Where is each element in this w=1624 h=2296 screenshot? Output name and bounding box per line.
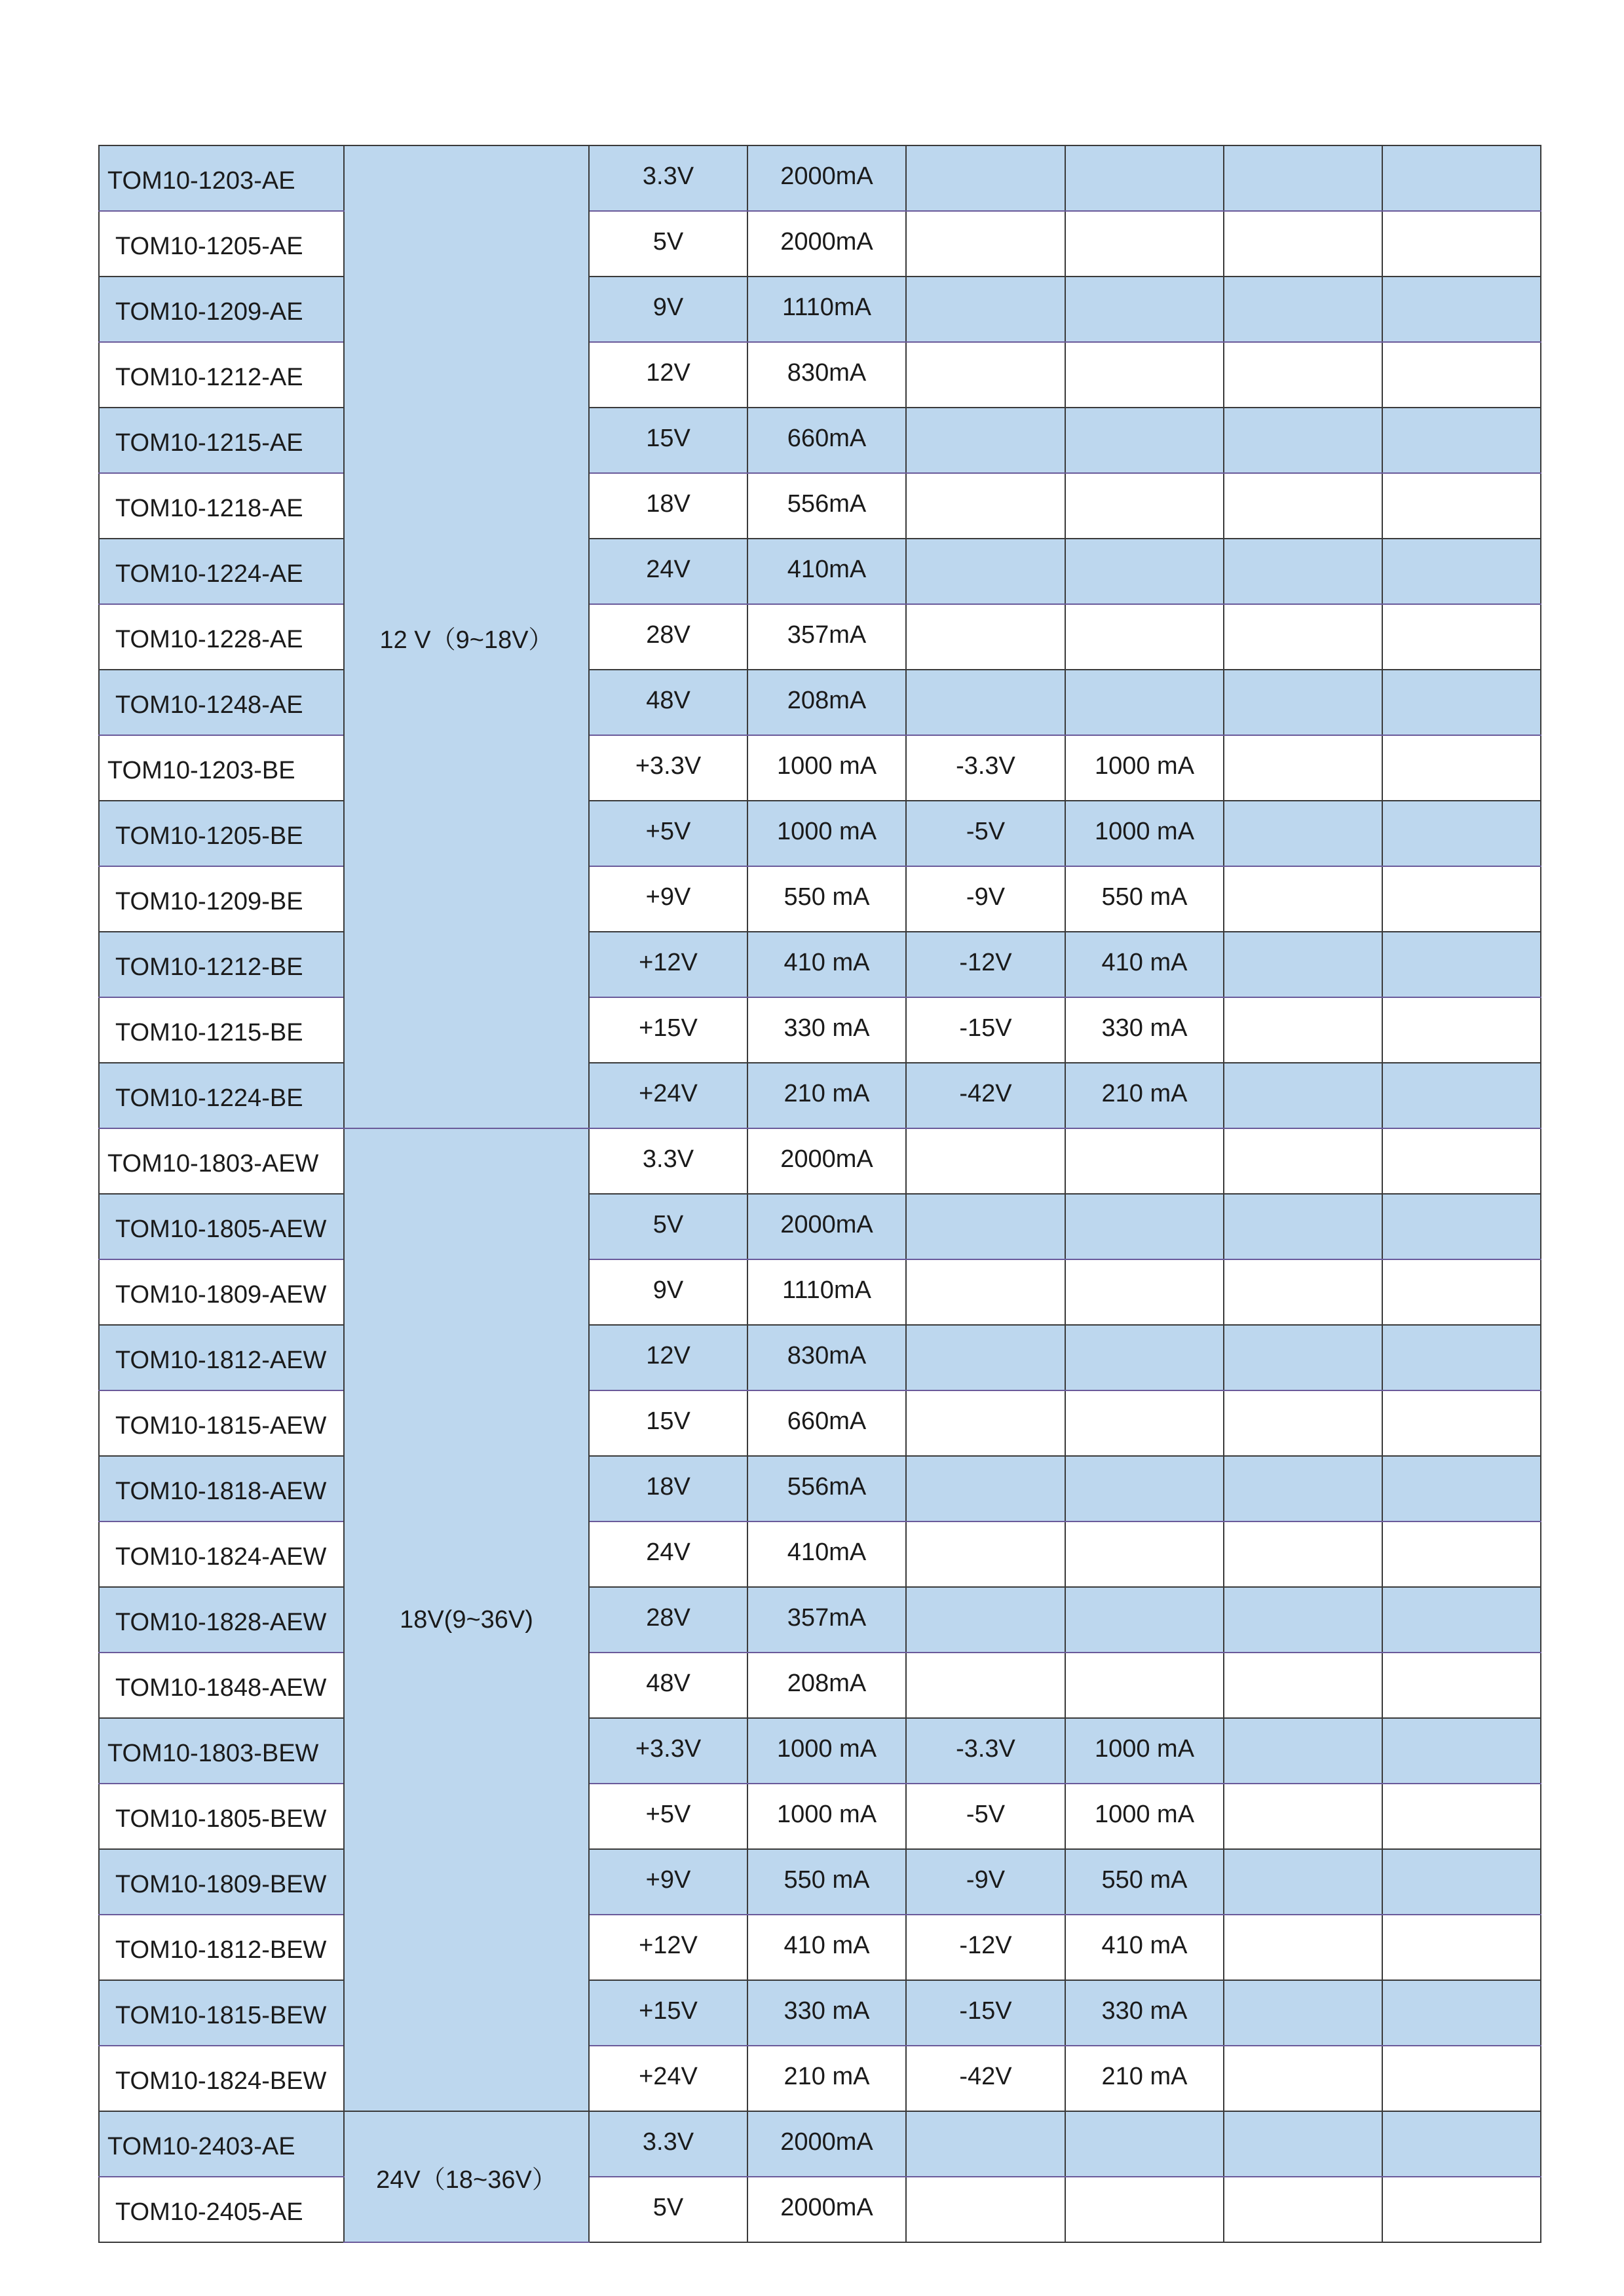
extra-column-8-cell	[1382, 1390, 1541, 1456]
model-cell: TOM10-1212-AE	[99, 342, 344, 408]
output-voltage-1-cell: 3.3V	[589, 145, 747, 211]
output-current-1-cell: 1000 mA	[747, 1784, 906, 1849]
extra-column-7-cell	[1224, 1521, 1382, 1587]
extra-column-8-cell	[1382, 1784, 1541, 1849]
model-cell: TOM10-1803-BEW	[99, 1718, 344, 1784]
extra-column-8-cell	[1382, 670, 1541, 735]
output-voltage-1-cell: 28V	[589, 604, 747, 670]
model-cell: TOM10-1215-BE	[99, 997, 344, 1063]
output-current-2-cell	[1065, 1587, 1224, 1653]
output-current-2-cell	[1065, 539, 1224, 604]
output-current-1-cell: 410mA	[747, 1521, 906, 1587]
output-current-2-cell: 410 mA	[1065, 1915, 1224, 1980]
output-voltage-1-cell: 12V	[589, 1325, 747, 1390]
extra-column-8-cell	[1382, 408, 1541, 473]
extra-column-7-cell	[1224, 1259, 1382, 1325]
extra-column-7-cell	[1224, 1456, 1382, 1521]
output-current-2-cell: 550 mA	[1065, 1849, 1224, 1915]
extra-column-7-cell	[1224, 866, 1382, 932]
output-current-2-cell: 410 mA	[1065, 932, 1224, 997]
model-cell: TOM10-1209-BE	[99, 866, 344, 932]
output-voltage-2-cell	[906, 473, 1065, 539]
output-voltage-1-cell: +3.3V	[589, 1718, 747, 1784]
output-current-1-cell: 2000mA	[747, 211, 906, 277]
output-voltage-2-cell	[906, 145, 1065, 211]
output-voltage-2-cell	[906, 539, 1065, 604]
output-current-2-cell	[1065, 277, 1224, 342]
extra-column-7-cell	[1224, 801, 1382, 866]
output-current-2-cell	[1065, 1456, 1224, 1521]
output-voltage-1-cell: 24V	[589, 1521, 747, 1587]
output-current-2-cell: 210 mA	[1065, 2046, 1224, 2111]
output-current-2-cell	[1065, 342, 1224, 408]
model-cell: TOM10-1815-BEW	[99, 1980, 344, 2046]
model-cell: TOM10-1824-AEW	[99, 1521, 344, 1587]
extra-column-8-cell	[1382, 277, 1541, 342]
model-cell: TOM10-1805-BEW	[99, 1784, 344, 1849]
output-voltage-2-cell: -5V	[906, 1784, 1065, 1849]
model-cell: TOM10-1218-AE	[99, 473, 344, 539]
output-voltage-1-cell: 3.3V	[589, 2111, 747, 2177]
extra-column-7-cell	[1224, 145, 1382, 211]
extra-column-7-cell	[1224, 211, 1382, 277]
output-voltage-1-cell: 9V	[589, 277, 747, 342]
model-cell: TOM10-1205-BE	[99, 801, 344, 866]
output-current-1-cell: 357mA	[747, 1587, 906, 1653]
table-row	[99, 1849, 1541, 1915]
output-current-1-cell: 2000mA	[747, 1194, 906, 1259]
extra-column-7-cell	[1224, 670, 1382, 735]
output-voltage-2-cell	[906, 277, 1065, 342]
output-voltage-1-cell: 3.3V	[589, 1128, 747, 1194]
table-row	[99, 735, 1541, 801]
extra-column-7-cell	[1224, 473, 1382, 539]
output-current-2-cell	[1065, 670, 1224, 735]
output-current-1-cell: 357mA	[747, 604, 906, 670]
output-current-1-cell: 410mA	[747, 539, 906, 604]
model-cell: TOM10-1228-AE	[99, 604, 344, 670]
output-current-2-cell: 210 mA	[1065, 1063, 1224, 1128]
output-current-2-cell	[1065, 408, 1224, 473]
model-cell: TOM10-1812-BEW	[99, 1915, 344, 1980]
output-current-1-cell: 550 mA	[747, 1849, 906, 1915]
output-current-2-cell: 1000 mA	[1065, 1718, 1224, 1784]
extra-column-8-cell	[1382, 1849, 1541, 1915]
extra-column-8-cell	[1382, 1587, 1541, 1653]
output-voltage-2-cell: -12V	[906, 1915, 1065, 1980]
table-row	[99, 1456, 1541, 1521]
output-current-2-cell	[1065, 2111, 1224, 2177]
output-current-1-cell: 410 mA	[747, 1915, 906, 1980]
model-cell: TOM10-1203-BE	[99, 735, 344, 801]
input-voltage-cell: 24V（18~36V）	[344, 2111, 589, 2242]
output-voltage-2-cell	[906, 1259, 1065, 1325]
extra-column-7-cell	[1224, 735, 1382, 801]
output-current-1-cell: 208mA	[747, 670, 906, 735]
table-body	[99, 145, 1541, 2242]
output-voltage-1-cell: +12V	[589, 1915, 747, 1980]
table-row	[99, 1915, 1541, 1980]
model-cell: TOM10-1803-AEW	[99, 1128, 344, 1194]
output-voltage-2-cell	[906, 1325, 1065, 1390]
extra-column-8-cell	[1382, 2046, 1541, 2111]
extra-column-7-cell	[1224, 1784, 1382, 1849]
model-cell: TOM10-1828-AEW	[99, 1587, 344, 1653]
output-current-1-cell: 1000 mA	[747, 735, 906, 801]
output-voltage-2-cell	[906, 1194, 1065, 1259]
model-cell: TOM10-1248-AE	[99, 670, 344, 735]
extra-column-8-cell	[1382, 145, 1541, 211]
extra-column-7-cell	[1224, 1325, 1382, 1390]
extra-column-7-cell	[1224, 539, 1382, 604]
output-voltage-1-cell: 12V	[589, 342, 747, 408]
output-voltage-2-cell: -3.3V	[906, 1718, 1065, 1784]
output-voltage-1-cell: +3.3V	[589, 735, 747, 801]
model-cell: TOM10-1203-AE	[99, 145, 344, 211]
output-current-1-cell: 2000mA	[747, 1128, 906, 1194]
model-cell: TOM10-1824-BEW	[99, 2046, 344, 2111]
output-voltage-1-cell: +15V	[589, 997, 747, 1063]
output-current-2-cell	[1065, 1653, 1224, 1718]
table-row	[99, 1980, 1541, 2046]
model-cell: TOM10-2403-AE	[99, 2111, 344, 2177]
output-voltage-1-cell: +24V	[589, 2046, 747, 2111]
extra-column-7-cell	[1224, 932, 1382, 997]
output-current-2-cell: 1000 mA	[1065, 801, 1224, 866]
output-current-2-cell	[1065, 1259, 1224, 1325]
extra-column-7-cell	[1224, 1915, 1382, 1980]
extra-column-7-cell	[1224, 1390, 1382, 1456]
model-cell: TOM10-1848-AEW	[99, 1653, 344, 1718]
output-voltage-2-cell	[906, 1456, 1065, 1521]
model-cell: TOM10-1818-AEW	[99, 1456, 344, 1521]
table-row	[99, 932, 1541, 997]
extra-column-8-cell	[1382, 342, 1541, 408]
model-cell: TOM10-1215-AE	[99, 408, 344, 473]
output-voltage-2-cell	[906, 670, 1065, 735]
output-voltage-2-cell: -9V	[906, 866, 1065, 932]
output-current-2-cell: 1000 mA	[1065, 1784, 1224, 1849]
extra-column-8-cell	[1382, 2111, 1541, 2177]
model-cell: TOM10-1815-AEW	[99, 1390, 344, 1456]
output-current-1-cell: 830mA	[747, 342, 906, 408]
output-current-1-cell: 1110mA	[747, 1259, 906, 1325]
output-current-2-cell	[1065, 1521, 1224, 1587]
output-current-2-cell	[1065, 211, 1224, 277]
extra-column-8-cell	[1382, 932, 1541, 997]
table-row	[99, 342, 1541, 408]
output-current-2-cell	[1065, 473, 1224, 539]
extra-column-7-cell	[1224, 1587, 1382, 1653]
output-current-1-cell: 330 mA	[747, 997, 906, 1063]
output-current-1-cell: 556mA	[747, 1456, 906, 1521]
output-voltage-1-cell: +24V	[589, 1063, 747, 1128]
extra-column-8-cell	[1382, 604, 1541, 670]
model-cell: TOM10-1224-BE	[99, 1063, 344, 1128]
extra-column-8-cell	[1382, 997, 1541, 1063]
output-voltage-1-cell: 48V	[589, 670, 747, 735]
output-current-1-cell: 556mA	[747, 473, 906, 539]
extra-column-7-cell	[1224, 1849, 1382, 1915]
extra-column-8-cell	[1382, 1456, 1541, 1521]
extra-column-8-cell	[1382, 1980, 1541, 2046]
table-row	[99, 1718, 1541, 1784]
extra-column-8-cell	[1382, 866, 1541, 932]
output-current-2-cell	[1065, 2177, 1224, 2242]
output-voltage-2-cell	[906, 2177, 1065, 2242]
output-voltage-1-cell: +5V	[589, 801, 747, 866]
extra-column-8-cell	[1382, 1194, 1541, 1259]
table-row	[99, 670, 1541, 735]
model-cell: TOM10-1809-BEW	[99, 1849, 344, 1915]
output-voltage-2-cell: -5V	[906, 801, 1065, 866]
extra-column-8-cell	[1382, 211, 1541, 277]
output-voltage-2-cell	[906, 342, 1065, 408]
output-voltage-1-cell: 5V	[589, 2177, 747, 2242]
model-cell: TOM10-1209-AE	[99, 277, 344, 342]
extra-column-7-cell	[1224, 2046, 1382, 2111]
output-current-1-cell: 830mA	[747, 1325, 906, 1390]
output-current-2-cell	[1065, 1325, 1224, 1390]
table-row	[99, 1325, 1541, 1390]
output-voltage-2-cell	[906, 1653, 1065, 1718]
extra-column-8-cell	[1382, 1128, 1541, 1194]
extra-column-7-cell	[1224, 2177, 1382, 2242]
extra-column-8-cell	[1382, 1521, 1541, 1587]
table-row	[99, 1390, 1541, 1456]
output-current-1-cell: 2000mA	[747, 2177, 906, 2242]
table-row	[99, 145, 1541, 211]
table-row	[99, 539, 1541, 604]
table-row	[99, 2177, 1541, 2242]
output-voltage-1-cell: 5V	[589, 211, 747, 277]
output-current-2-cell: 1000 mA	[1065, 735, 1224, 801]
output-current-2-cell	[1065, 1128, 1224, 1194]
output-voltage-1-cell: +12V	[589, 932, 747, 997]
extra-column-7-cell	[1224, 277, 1382, 342]
model-cell: TOM10-1212-BE	[99, 932, 344, 997]
extra-column-8-cell	[1382, 473, 1541, 539]
extra-column-8-cell	[1382, 1718, 1541, 1784]
output-current-1-cell: 330 mA	[747, 1980, 906, 2046]
extra-column-7-cell	[1224, 1980, 1382, 2046]
output-current-1-cell: 1000 mA	[747, 1718, 906, 1784]
output-voltage-1-cell: 24V	[589, 539, 747, 604]
model-cell: TOM10-2405-AE	[99, 2177, 344, 2242]
extra-column-8-cell	[1382, 1063, 1541, 1128]
output-voltage-2-cell	[906, 1128, 1065, 1194]
table-row	[99, 277, 1541, 342]
extra-column-7-cell	[1224, 997, 1382, 1063]
model-cell: TOM10-1812-AEW	[99, 1325, 344, 1390]
table-row	[99, 801, 1541, 866]
extra-column-7-cell	[1224, 2111, 1382, 2177]
extra-column-8-cell	[1382, 1653, 1541, 1718]
output-current-1-cell: 210 mA	[747, 2046, 906, 2111]
output-voltage-2-cell: -42V	[906, 1063, 1065, 1128]
model-cell: TOM10-1805-AEW	[99, 1194, 344, 1259]
output-current-1-cell: 1000 mA	[747, 801, 906, 866]
output-voltage-2-cell	[906, 604, 1065, 670]
output-current-1-cell: 208mA	[747, 1653, 906, 1718]
extra-column-7-cell	[1224, 604, 1382, 670]
output-voltage-1-cell: 48V	[589, 1653, 747, 1718]
extra-column-7-cell	[1224, 1194, 1382, 1259]
input-voltage-cell: 18V(9~36V)	[344, 1128, 589, 2111]
table-row	[99, 1587, 1541, 1653]
table-row	[99, 1194, 1541, 1259]
output-current-1-cell: 2000mA	[747, 2111, 906, 2177]
output-current-2-cell	[1065, 604, 1224, 670]
extra-column-8-cell	[1382, 735, 1541, 801]
output-voltage-2-cell: -3.3V	[906, 735, 1065, 801]
extra-column-8-cell	[1382, 1915, 1541, 1980]
table-row	[99, 997, 1541, 1063]
output-voltage-1-cell: 15V	[589, 408, 747, 473]
output-current-1-cell: 410 mA	[747, 932, 906, 997]
extra-column-8-cell	[1382, 539, 1541, 604]
table-row	[99, 1784, 1541, 1849]
output-current-1-cell: 550 mA	[747, 866, 906, 932]
extra-column-7-cell	[1224, 1063, 1382, 1128]
table-row	[99, 473, 1541, 539]
output-current-1-cell: 660mA	[747, 1390, 906, 1456]
output-voltage-1-cell: +9V	[589, 1849, 747, 1915]
output-voltage-1-cell: 18V	[589, 1456, 747, 1521]
extra-column-8-cell	[1382, 2177, 1541, 2242]
output-voltage-2-cell	[906, 2111, 1065, 2177]
table-row	[99, 1063, 1541, 1128]
output-voltage-2-cell	[906, 211, 1065, 277]
output-voltage-1-cell: +9V	[589, 866, 747, 932]
table-row	[99, 408, 1541, 473]
table-row	[99, 2046, 1541, 2111]
output-voltage-2-cell: -42V	[906, 2046, 1065, 2111]
output-current-1-cell: 1110mA	[747, 277, 906, 342]
output-voltage-2-cell: -15V	[906, 1980, 1065, 2046]
output-current-2-cell	[1065, 1194, 1224, 1259]
extra-column-7-cell	[1224, 1653, 1382, 1718]
output-voltage-2-cell	[906, 1521, 1065, 1587]
table-row	[99, 1259, 1541, 1325]
table-row	[99, 1653, 1541, 1718]
output-current-2-cell: 550 mA	[1065, 866, 1224, 932]
table-row	[99, 604, 1541, 670]
model-spec-table	[98, 145, 1541, 2243]
output-voltage-1-cell: 28V	[589, 1587, 747, 1653]
extra-column-7-cell	[1224, 408, 1382, 473]
extra-column-8-cell	[1382, 1259, 1541, 1325]
extra-column-7-cell	[1224, 342, 1382, 408]
output-voltage-2-cell: -15V	[906, 997, 1065, 1063]
output-voltage-2-cell: -9V	[906, 1849, 1065, 1915]
input-voltage-cell: 12 V（9~18V）	[344, 145, 589, 1128]
output-current-1-cell: 210 mA	[747, 1063, 906, 1128]
output-voltage-1-cell: 18V	[589, 473, 747, 539]
output-current-2-cell	[1065, 1390, 1224, 1456]
model-cell: TOM10-1205-AE	[99, 211, 344, 277]
extra-column-8-cell	[1382, 1325, 1541, 1390]
table-row	[99, 1128, 1541, 1194]
output-voltage-2-cell	[906, 408, 1065, 473]
extra-column-7-cell	[1224, 1718, 1382, 1784]
output-current-2-cell	[1065, 145, 1224, 211]
output-voltage-1-cell: +15V	[589, 1980, 747, 2046]
output-voltage-2-cell: -12V	[906, 932, 1065, 997]
output-voltage-2-cell	[906, 1587, 1065, 1653]
table-row	[99, 2111, 1541, 2177]
model-cell: TOM10-1809-AEW	[99, 1259, 344, 1325]
table-row	[99, 211, 1541, 277]
output-voltage-1-cell: +5V	[589, 1784, 747, 1849]
output-current-2-cell: 330 mA	[1065, 997, 1224, 1063]
output-voltage-1-cell: 9V	[589, 1259, 747, 1325]
output-voltage-2-cell	[906, 1390, 1065, 1456]
output-current-1-cell: 660mA	[747, 408, 906, 473]
output-current-2-cell: 330 mA	[1065, 1980, 1224, 2046]
extra-column-8-cell	[1382, 801, 1541, 866]
table-row	[99, 1521, 1541, 1587]
extra-column-7-cell	[1224, 1128, 1382, 1194]
output-voltage-1-cell: 5V	[589, 1194, 747, 1259]
output-voltage-1-cell: 15V	[589, 1390, 747, 1456]
output-current-1-cell: 2000mA	[747, 145, 906, 211]
model-cell: TOM10-1224-AE	[99, 539, 344, 604]
table-row	[99, 866, 1541, 932]
